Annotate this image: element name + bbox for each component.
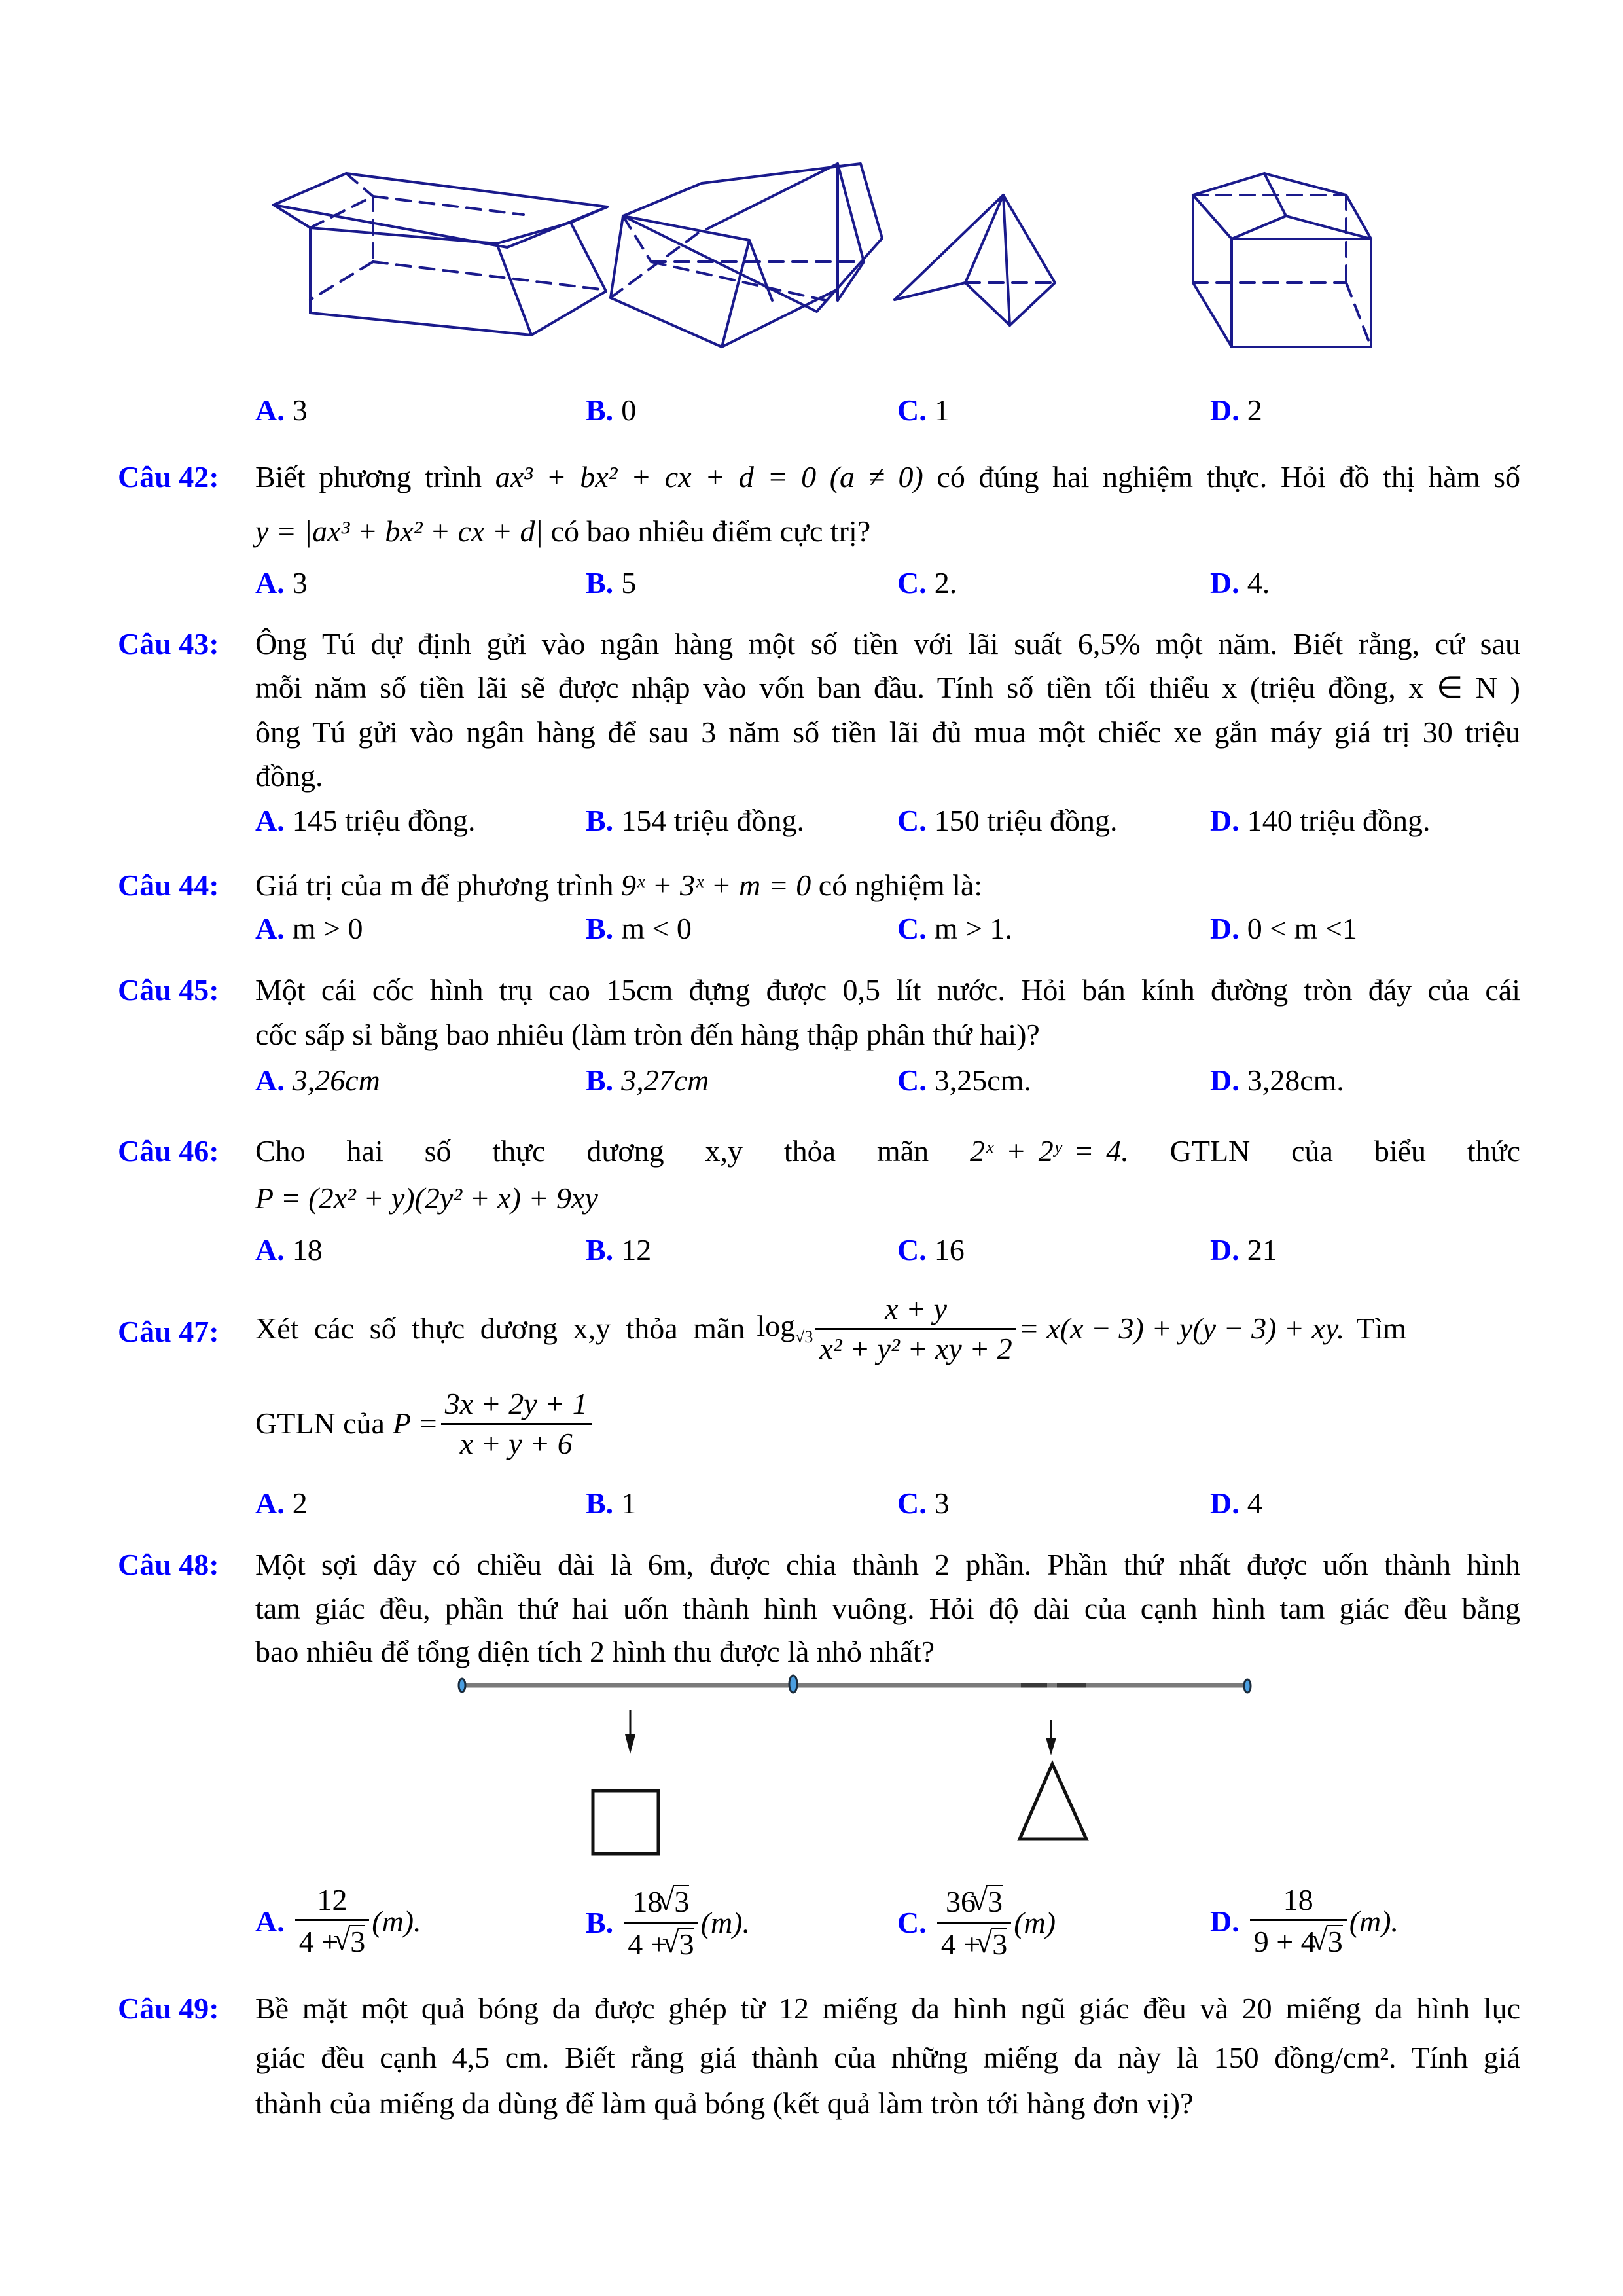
option-key: A. <box>255 804 285 837</box>
option-key: B. <box>586 566 614 600</box>
option-a[interactable] <box>255 1235 323 1265</box>
option-a[interactable] <box>255 806 476 836</box>
option-key: D. <box>1210 804 1240 837</box>
option-text: 2. <box>934 566 957 600</box>
equation: 2ˣ + 2ʸ = 4. <box>970 1134 1129 1168</box>
option-key: A. <box>255 912 285 945</box>
question-label: Câu 47: <box>118 1315 219 1348</box>
option-text: 12 <box>621 1233 652 1266</box>
option-key: C. <box>897 566 927 600</box>
option-text: 140 triệu đồng. <box>1247 804 1431 837</box>
option-d[interactable] <box>1210 914 1357 944</box>
option-c[interactable] <box>897 1235 965 1265</box>
option-text: 3,26cm <box>292 1064 380 1097</box>
text-segment: 4 + <box>298 1925 339 1958</box>
triangle-shape <box>1020 1764 1086 1839</box>
option-key: B. <box>586 804 614 837</box>
option-b[interactable] <box>586 568 636 598</box>
question-text-line <box>255 1136 1520 1169</box>
fraction-denominator <box>1250 1919 1347 1958</box>
option-key: A. <box>255 1233 285 1266</box>
option-text: 145 triệu đồng. <box>292 804 476 837</box>
fraction-denominator <box>624 1922 698 1960</box>
option-a[interactable] <box>255 568 308 598</box>
text-segment: 18 <box>632 1885 663 1918</box>
question-text-line: mỗi năm số tiền lãi sẽ được nhập vào vốn ban đầu. Tính số tiền tối thiểu x (triệu đồng, x ∈ N ) <box>255 671 1520 704</box>
option-c[interactable] <box>897 806 1118 836</box>
question-label: Câu 46: <box>118 1134 219 1168</box>
question-text-line: ông Tú gửi vào ngân hàng để sau 3 năm số tiền lãi đủ mua một chiếc xe gắn máy giá trị 30 triệu <box>255 715 1520 749</box>
question-text-line <box>255 462 1520 495</box>
wire-endpoint-left <box>459 1679 465 1692</box>
option-key: C. <box>897 1486 927 1520</box>
fraction <box>1250 1885 1347 1958</box>
option-text: 18 <box>292 1233 323 1266</box>
option-b[interactable] <box>586 1066 709 1096</box>
option-text: 3,25cm. <box>934 1064 1031 1097</box>
option-text: 154 triệu đồng. <box>621 804 804 837</box>
option-key: C. <box>897 912 927 945</box>
option-key: D. <box>1210 1486 1240 1520</box>
option-text: 0 < m <1 <box>1247 912 1357 945</box>
option-key: D. <box>1210 1233 1240 1266</box>
question-text-line: thành của miếng da dùng để làm quả bóng (kết quả làm tròn tới hàng đơn vị)? <box>255 2087 1194 2120</box>
fraction-numerator: 12 <box>317 1883 348 1916</box>
option-text: 3,27cm <box>621 1064 709 1097</box>
fraction <box>295 1885 369 1958</box>
question-text-line: đồng. <box>255 759 323 793</box>
option-key: D. <box>1210 1904 1240 1938</box>
question-text-line <box>255 1283 1406 1374</box>
option-b[interactable] <box>586 806 804 836</box>
option-text: m < 0 <box>621 912 692 945</box>
text-segment: có bao nhiêu điểm cực trị? <box>550 514 871 548</box>
fraction-numerator: 18 <box>1283 1883 1313 1916</box>
option-text: 1 <box>934 393 950 427</box>
unit: (m). <box>700 1905 750 1939</box>
option-text: 2 <box>1247 393 1262 427</box>
question-label: Câu 43: <box>118 627 219 660</box>
fraction-denominator: x² + y² + xy + 2 <box>815 1328 1016 1364</box>
option-d[interactable] <box>1210 568 1270 598</box>
option-d[interactable] <box>1210 1488 1262 1518</box>
sqrt: √ 3 <box>1327 1925 1343 1958</box>
sqrt: √ 3 <box>673 1885 689 1918</box>
option-key: A. <box>255 393 285 427</box>
option-a[interactable] <box>255 395 308 425</box>
option-key: A. <box>255 1064 285 1097</box>
question-text-line <box>255 1183 598 1213</box>
option-key: D. <box>1210 566 1240 600</box>
option-key: C. <box>897 1905 927 1939</box>
question-label: Câu 45: <box>118 973 219 1007</box>
fraction-denominator: x + y + 6 <box>441 1423 592 1459</box>
option-c[interactable] <box>897 395 950 425</box>
option-d[interactable] <box>1210 1885 1399 1958</box>
question-text-line: cốc sấp sỉ bằng bao nhiêu (làm tròn đến hàng thập phân thứ hai)? <box>255 1018 1040 1051</box>
option-text: 3 <box>934 1486 950 1520</box>
option-text: 21 <box>1247 1233 1277 1266</box>
option-b[interactable] <box>586 1488 636 1518</box>
option-text: 3 <box>292 393 308 427</box>
question-text-line: bao nhiêu để tổng diện tích 2 hình thu được là nhỏ nhất? <box>255 1635 935 1668</box>
question-label: Câu 42: <box>118 460 219 493</box>
wire-endpoint-right <box>1244 1679 1251 1693</box>
option-b[interactable] <box>586 1235 651 1265</box>
unit: (m). <box>372 1904 421 1938</box>
arrow-to-triangle-icon <box>1046 1720 1056 1755</box>
fraction-numerator <box>624 1885 698 1922</box>
text-segment: có đúng hai nghiệm thực. Hỏi đồ thị hàm số <box>936 460 1521 493</box>
option-a[interactable] <box>255 1885 421 1958</box>
sqrt: √ 3 <box>349 1925 365 1958</box>
text-segment: Xét các số thực dương x,y thỏa mãn <box>255 1312 745 1345</box>
option-text: 2 <box>292 1486 308 1520</box>
option-d[interactable] <box>1210 1066 1344 1096</box>
option-key: C. <box>897 1233 927 1266</box>
equation: = x(x − 3) + y(y − 3) + xy. <box>1018 1312 1345 1345</box>
option-key: A. <box>255 1904 285 1938</box>
equation: 9ˣ + 3ˣ + m = 0 <box>620 869 812 902</box>
wire-segment <box>459 1676 1251 1693</box>
equation: ax³ + bx² + cx + d = 0 (a ≠ 0) <box>495 460 923 493</box>
option-a[interactable] <box>255 1066 380 1096</box>
option-text: 1 <box>621 1486 637 1520</box>
fraction-numerator: x + y <box>885 1291 948 1325</box>
option-text: 4. <box>1247 566 1270 600</box>
option-key: B. <box>586 1233 614 1266</box>
option-c[interactable] <box>897 1885 1056 1961</box>
question-text-line <box>255 870 982 901</box>
option-c[interactable] <box>897 1488 950 1518</box>
option-text: m > 0 <box>292 912 363 945</box>
text-segment: 4 + <box>628 1928 668 1962</box>
option-b[interactable] <box>586 395 636 425</box>
option-text: 150 triệu đồng. <box>934 804 1118 837</box>
text-segment: GTLN của <box>255 1407 385 1440</box>
question-text-line <box>255 1381 594 1466</box>
option-text: 5 <box>621 566 637 600</box>
option-text: 3,28cm. <box>1247 1064 1344 1097</box>
text-segment: 9 + 4 <box>1253 1925 1316 1958</box>
option-key: C. <box>897 393 927 427</box>
fraction <box>441 1386 592 1460</box>
option-text: 3 <box>292 566 308 600</box>
fraction-numerator <box>937 1885 1011 1922</box>
unit: (m) <box>1014 1905 1056 1939</box>
option-text: m > 1. <box>934 912 1012 945</box>
question-text-line: Một sợi dây có chiều dài là 6m, được chia thành 2 phần. Phần thứ nhất được uốn thành hình <box>255 1548 1520 1581</box>
option-c[interactable] <box>897 914 1012 944</box>
option-key: C. <box>897 804 927 837</box>
option-d[interactable] <box>1210 806 1431 836</box>
text-segment: GTLN của biểu thức <box>1169 1134 1521 1168</box>
option-b[interactable] <box>586 914 692 944</box>
fraction-denominator <box>295 1919 369 1958</box>
sqrt: √ 3 <box>991 1928 1007 1960</box>
sqrt: √ 3 <box>986 1885 1003 1918</box>
wire-cut-point <box>789 1676 797 1693</box>
text-segment: Giá trị của m để phương trình <box>255 869 614 902</box>
sqrt: √ 3 <box>678 1928 694 1960</box>
option-d[interactable] <box>1210 1235 1277 1265</box>
equation: P = (2x² + y)(2y² + x) + 9xy <box>255 1181 598 1215</box>
option-key: D. <box>1210 393 1240 427</box>
option-key: B. <box>586 1486 614 1520</box>
option-key: A. <box>255 566 285 600</box>
option-text: 4 <box>1247 1486 1262 1520</box>
option-d[interactable] <box>1210 395 1262 425</box>
fraction-numerator: 3x + 2y + 1 <box>444 1386 588 1420</box>
option-text: 0 <box>621 393 637 427</box>
unit: (m). <box>1349 1904 1399 1938</box>
fraction-denominator <box>937 1922 1011 1960</box>
polyhedron-figure-4 <box>0 0 1623 393</box>
text-segment: có nghiệm là: <box>818 869 983 902</box>
question-text-line: Một cái cốc hình trụ cao 15cm đựng được 0,5 lít nước. Hỏi bán kính đường tròn đáy của cái <box>255 973 1520 1007</box>
log-function: $\log_{√3}$ <box>757 1309 813 1347</box>
text-segment: Cho hai số thực dương x,y thỏa mãn <box>255 1134 929 1168</box>
question-text-line: tam giác đều, phần thứ hai uốn thành hình vuông. Hỏi độ dài của cạnh hình tam giác đều bằng <box>255 1592 1520 1625</box>
option-key: B. <box>586 912 614 945</box>
option-c[interactable] <box>897 568 957 598</box>
option-key: D. <box>1210 912 1240 945</box>
question-label: Câu 48: <box>118 1548 219 1581</box>
option-key: B. <box>586 1064 614 1097</box>
option-key: C. <box>897 1064 927 1097</box>
arrow-to-square-icon <box>625 1710 635 1754</box>
question-text-line: giác đều cạnh 4,5 cm. Biết rằng giá thành của những miếng da này là 150 đồng/cm². Tính giá <box>255 2041 1520 2074</box>
square-shape <box>593 1791 658 1854</box>
option-b[interactable] <box>586 1885 750 1961</box>
option-key: B. <box>586 393 614 427</box>
option-key: A. <box>255 1486 285 1520</box>
fraction <box>815 1291 1016 1365</box>
option-a[interactable] <box>255 1488 308 1518</box>
option-text: 16 <box>934 1233 965 1266</box>
question-text-line: Ông Tú dự định gửi vào ngân hàng một số tiền với lãi suất 6,5% một năm. Biết rằng, cứ sau <box>255 627 1520 660</box>
question-label: Câu 49: <box>118 1992 219 2025</box>
question-text-line: Bề mặt một quả bóng da được ghép từ 12 miếng da hình ngũ giác đều và 20 miếng da hình lục <box>255 1992 1520 2025</box>
option-key: B. <box>586 1905 614 1939</box>
text-segment: 36 <box>945 1885 976 1918</box>
equation: y = |ax³ + bx² + cx + d| <box>255 514 544 548</box>
fraction <box>937 1885 1011 1961</box>
text-segment: Biết phương trình <box>255 460 482 493</box>
option-c[interactable] <box>897 1066 1031 1096</box>
question-text-line <box>255 516 870 547</box>
option-key: D. <box>1210 1064 1240 1097</box>
text-segment: Tìm <box>1356 1312 1406 1345</box>
log-base: √3 <box>795 1327 813 1347</box>
fraction <box>624 1885 698 1961</box>
option-a[interactable] <box>255 914 363 944</box>
equation: P = <box>392 1407 438 1440</box>
text-segment: 4 + <box>940 1928 981 1962</box>
question-label: Câu 44: <box>118 869 219 902</box>
